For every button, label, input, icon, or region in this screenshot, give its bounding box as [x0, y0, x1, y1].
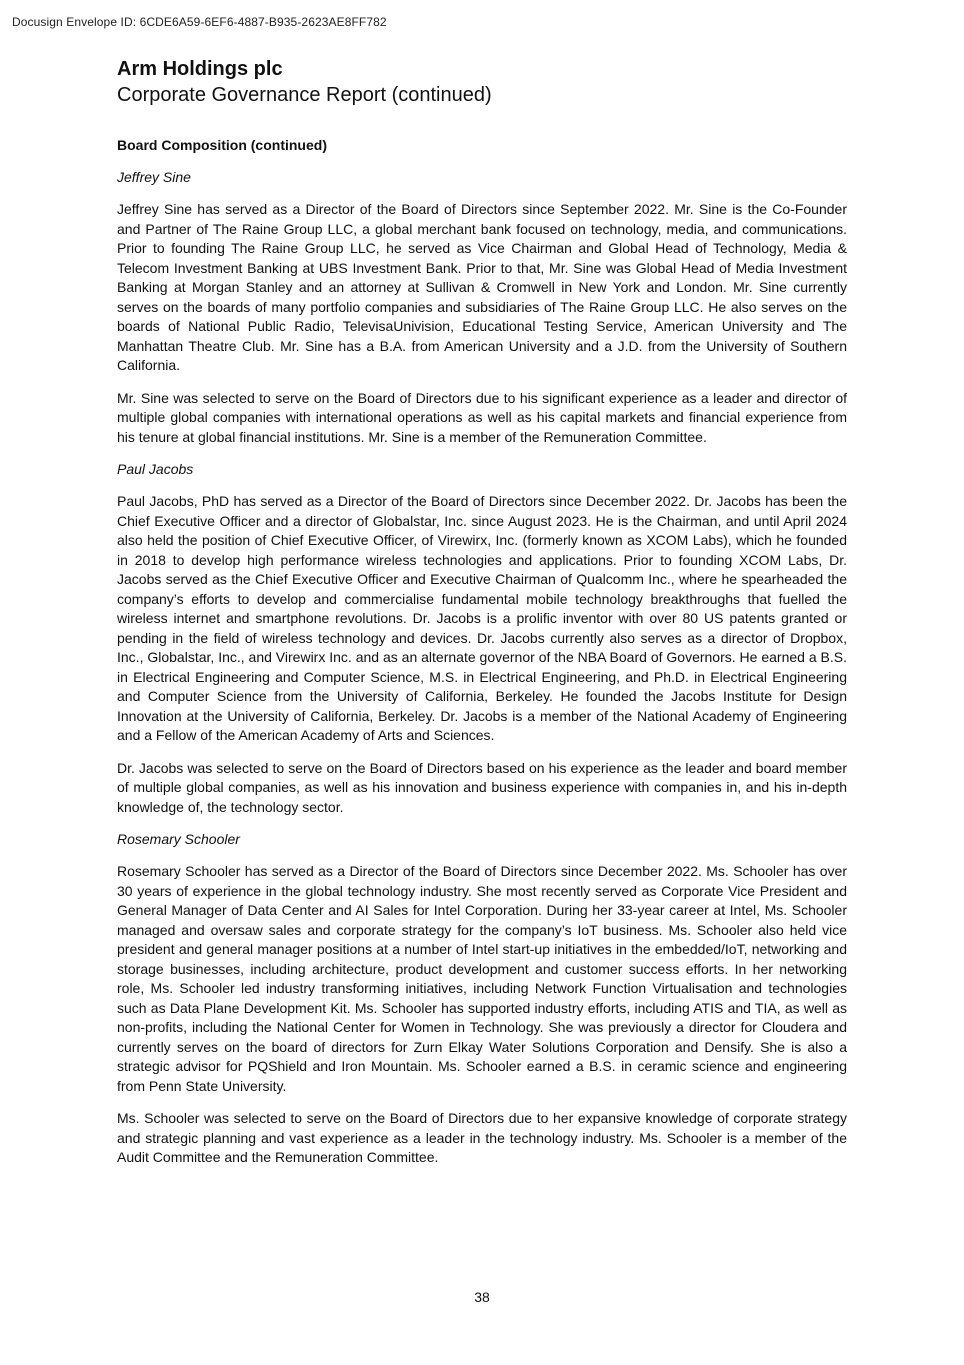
page-content [117, 56, 847, 1168]
director-paul-jacobs [117, 460, 847, 817]
company-name: Arm Holdings plc [117, 58, 283, 80]
page-number: 38 [474, 1289, 490, 1305]
director-name: Paul Jacobs [117, 461, 194, 477]
director-bio-paragraph: Paul Jacobs, PhD has served as a Director of the Board of Directors since December 2022. Dr. Jacobs has been the Chief Executive Officer and a director of Globalstar, Inc. since August 2023. He is the Chairman, and until April 2024 also held the position of Chief Executive Officer, of Virewirx, Inc. (formerly known as XCOM Labs), which he founded in 2018 to develop high performance wireless technologies and applications. Prior to founding XCOM Labs, Dr. Jacobs served as the Chief Executive Officer and Executive Chairman of Qualcomm Inc., where he spearheaded the company’s efforts to develop and commercialise fundamental mobile technology breakthroughs that fuelled the wireless internet and smartphone revolutions. Dr. Jacobs is a prolific inventor with over 80 US patents granted or pending in the field of wireless technology and devices. Dr. Jacobs currently also serves as a director of Dropbox, Inc., Globalstar, Inc., and Virewirx Inc. and as an alternate governor of the NBA Board of Governors. He earned a B.S. in Electrical Engineering and Computer Science, M.S. in Electrical Engineering, and Ph.D. in Electrical Engineering and Computer Science from the University of California, Berkeley. He founded the Jacobs Institute for Design Innovation at the University of California, Berkeley. Dr. Jacobs is a member of the National Academy of Engineering and a Fellow of the American Academy of Arts and Sciences. [117, 493, 847, 743]
director-selection-paragraph: Mr. Sine was selected to serve on the Board of Directors due to his significant experience as a leader and director of multiple global companies with international operations as well as his capital markets and financial experience from his tenure at global financial institutions. Mr. Sine is a member of the Remuneration Committee. [117, 389, 847, 445]
director-selection-paragraph: Dr. Jacobs was selected to serve on the Board of Directors based on his experience as the leader and board member of multiple global companies, as well as his innovation and business experience with companies in, and his in-depth knowledge of, the technology sector. [117, 759, 847, 815]
director-bio-paragraph: Jeffrey Sine has served as a Director of the Board of Directors since September 2022. Mr. Sine is the Co-Founder and Partner of The Raine Group LLC, a global merchant bank focused on technology, media, and communications. Prior to founding The Raine Group LLC, he served as Vice Chairman and Global Head of Technology, Media & Telecom Investment Banking at UBS Investment Bank. Prior to that, Mr. Sine was Global Head of Media Investment Banking at Morgan Stanley and an attorney at Sullivan & Cromwell in New York and London. Mr. Sine currently serves on the boards of many portfolio companies and subsidiaries of The Raine Group LLC. He also serves on the boards of National Public Radio, TelevisaUnivision, Educational Testing Service, American University and The Manhattan Theatre Club. Mr. Sine has a B.A. from American University and a J.D. from the University of Southern California. [117, 201, 847, 373]
director-jeffrey-sine [117, 168, 847, 447]
director-bio-paragraph: Rosemary Schooler has served as a Director of the Board of Directors since December 2022. Ms. Schooler has over 30 years of experience in the global technology industry. She most recently served as Corporate Vice President and General Manager of Data Center and AI Sales for Intel Corporation. During her 33-year career at Intel, Ms. Schooler managed and oversaw sales and corporate strategy for the company’s IoT business. Ms. Schooler also held vice president and general manager positions at a number of Intel start-up initiatives in the embedded/IoT, networking and storage businesses, including architecture, product development and customer success efforts. In her networking role, Ms. Schooler led industry transforming initiatives, including Network Function Virtualisation and technologies such as Data Plane Development Kit. Ms. Schooler has supported industry efforts, including ATIS and TIA, as well as non-profits, including the National Center for Women in Technology. She was previously a director for Cloudera and currently serves on the board of directors for Zurn Elkay Water Solutions Corporation and Densify. She is also a strategic advisor for PQShield and Iron Mountain. Ms. Schooler earned a B.S. in ceramic science and engineering from Penn State University. [117, 863, 847, 1094]
envelope-id: Docusign Envelope ID: 6CDE6A59-6EF6-4887-B935-2623AE8FF782 [12, 15, 387, 29]
director-rosemary-schooler [117, 830, 847, 1168]
section-heading: Board Composition (continued) [117, 137, 327, 153]
director-name: Rosemary Schooler [117, 831, 240, 847]
director-name: Jeffrey Sine [117, 169, 191, 185]
report-title: Corporate Governance Report (continued) [117, 84, 492, 106]
director-selection-paragraph: Ms. Schooler was selected to serve on the Board of Directors due to her expansive knowledge of corporate strategy and strategic planning and vast experience as a leader in the technology industry. Ms. Schooler is a member of the Audit Committee and the Remuneration Committee. [117, 1110, 847, 1165]
